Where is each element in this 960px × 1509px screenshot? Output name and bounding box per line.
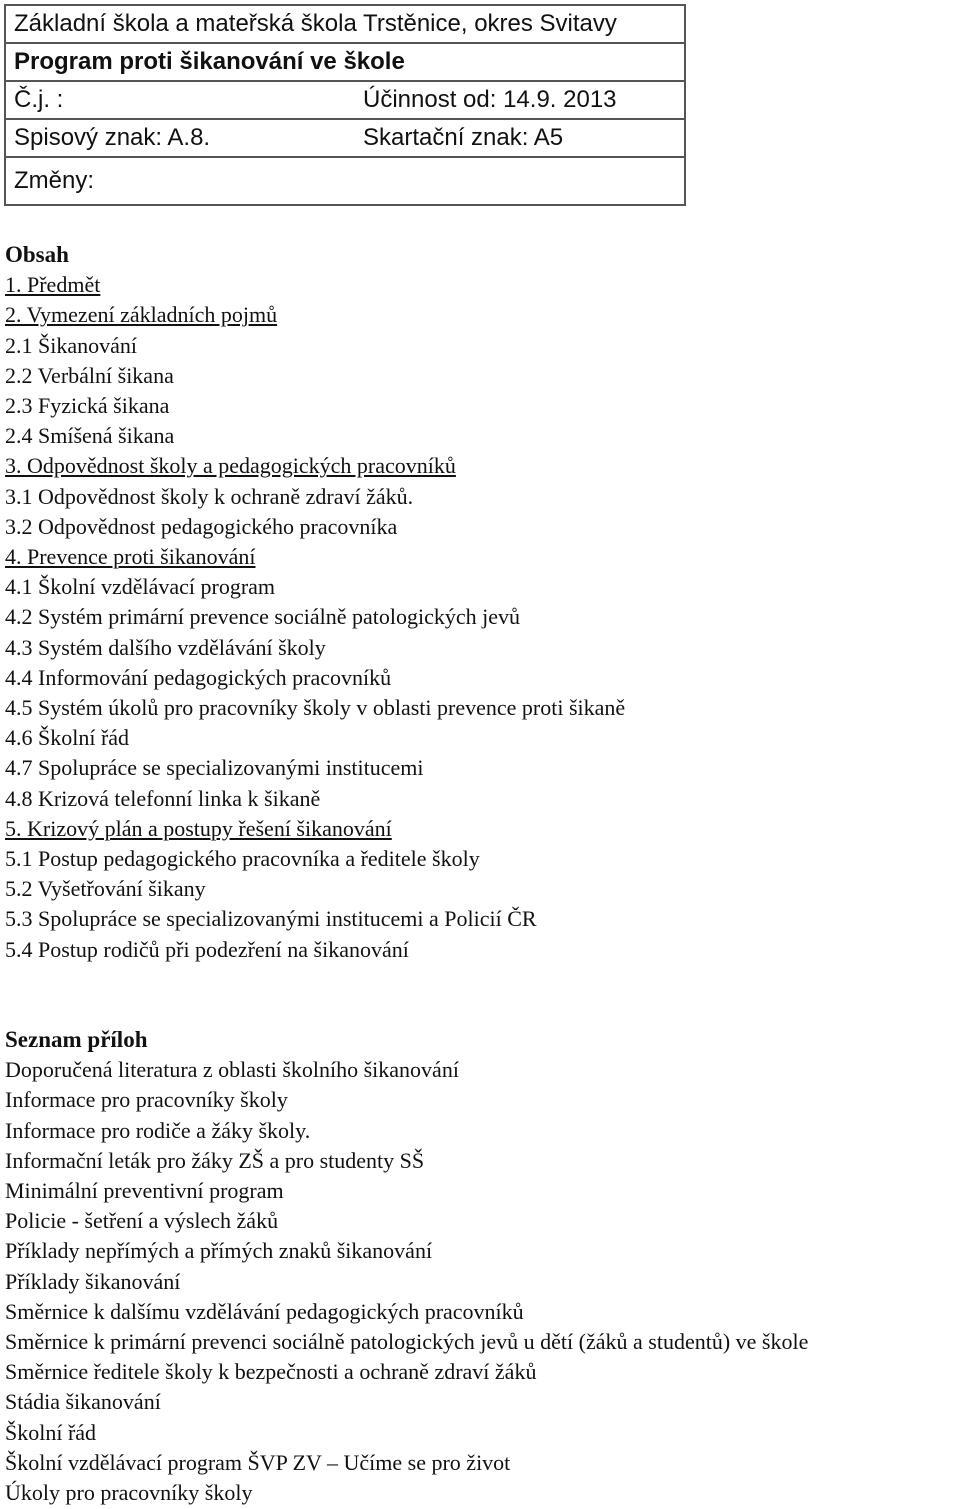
toc-item: 2.3 Fyzická šikana	[5, 393, 170, 419]
attachment-item: Informační leták pro žáky ZŠ a pro studenty SŠ	[5, 1147, 425, 1173]
attachment-item: Směrnice k dalšímu vzdělávání pedagogických pracovníků	[5, 1298, 524, 1324]
toc-item: 3.2 Odpovědnost pedagogického pracovníka	[5, 513, 398, 539]
toc-item[interactable]: 5. Krizový plán a postupy řešení šikanování	[5, 815, 392, 841]
toc-item: 4.6 Školní řád	[5, 725, 130, 751]
attachment-item: Školní řád	[5, 1419, 97, 1445]
reference-number-label: Č.j. :	[5, 81, 359, 119]
toc-item[interactable]: 1. Předmět	[5, 272, 101, 298]
toc-list	[5, 270, 625, 965]
school-name: Základní škola a mateřská škola Trstěnice, okres Svitavy	[5, 5, 685, 43]
toc-item: 4.2 Systém primární prevence sociálně patologických jevů	[5, 604, 521, 630]
attachment-item: Policie - šetření a výslech žáků	[5, 1208, 279, 1234]
attachment-item: Směrnice k primární prevenci sociálně patologických jevů u dětí (žáků a studentů) ve škole	[5, 1329, 809, 1355]
attachment-item: Informace pro pracovníky školy	[5, 1087, 288, 1113]
toc-item: 2.1 Šikanování	[5, 332, 137, 358]
toc-item: 5.4 Postup rodičů při podezření na šikanování	[5, 936, 409, 962]
toc-item: 4.1 Školní vzdělávací program	[5, 574, 276, 600]
toc-item: 5.1 Postup pedagogického pracovníka a ředitele školy	[5, 846, 480, 872]
attachment-item: Příklady nepřímých a přímých znaků šikanování	[5, 1238, 433, 1264]
attachment-item: Minimální preventivní program	[5, 1178, 284, 1204]
attachments-title: Seznam příloh	[5, 1027, 148, 1052]
attachment-item: Směrnice ředitele školy k bezpečnosti a ochraně zdraví žáků	[5, 1359, 537, 1385]
attachment-item: Informace pro rodiče a žáky školy.	[5, 1117, 311, 1143]
attachment-item: Školní vzdělávací program ŠVP ZV – Učíme se pro život	[5, 1449, 511, 1475]
attachment-item: Stádia šikanování	[5, 1389, 161, 1415]
toc-item: 4.3 Systém dalšího vzdělávání školy	[5, 634, 326, 660]
shredding-mark: Skartační znak: A5	[359, 119, 685, 157]
toc-item: 4.8 Krizová telefonní linka k šikaně	[5, 785, 321, 811]
attachment-item: Příklady šikanování	[5, 1268, 181, 1294]
toc-item: 5.2 Vyšetřování šikany	[5, 876, 206, 902]
changes-label: Změny:	[5, 157, 685, 205]
toc-item: 4.5 Systém úkolů pro pracovníky školy v oblasti prevence proti šikaně	[5, 695, 626, 721]
attachment-item: Úkoly pro pracovníky školy	[5, 1480, 253, 1506]
toc-item: 4.7 Spolupráce se specializovanými institucemi	[5, 755, 424, 781]
toc-item: 3.1 Odpovědnost školy k ochraně zdraví žáků.	[5, 483, 414, 509]
toc-item: 4.4 Informování pedagogických pracovníků	[5, 664, 392, 690]
toc-item[interactable]: 3. Odpovědnost školy a pedagogických pracovníků	[5, 453, 456, 479]
toc-item: 2.4 Smíšená šikana	[5, 423, 175, 449]
toc-item[interactable]: 2. Vymezení základních pojmů	[5, 302, 278, 328]
program-title: Program proti šikanování ve škole	[5, 43, 685, 81]
file-mark: Spisový znak: A.8.	[5, 119, 359, 157]
toc-item[interactable]: 4. Prevence proti šikanování	[5, 544, 256, 570]
table-of-contents	[5, 240, 625, 965]
document-header-table	[4, 4, 686, 206]
attachments-section	[5, 1025, 808, 1508]
effective-date: Účinnost od: 14.9. 2013	[359, 81, 685, 119]
attachment-item: Doporučená literatura z oblasti školního šikanování	[5, 1057, 459, 1083]
toc-item: 5.3 Spolupráce se specializovanými institucemi a Policií ČR	[5, 906, 537, 932]
attachments-list	[5, 1055, 808, 1508]
toc-item: 2.2 Verbální šikana	[5, 362, 174, 388]
toc-title: Obsah	[5, 242, 69, 267]
